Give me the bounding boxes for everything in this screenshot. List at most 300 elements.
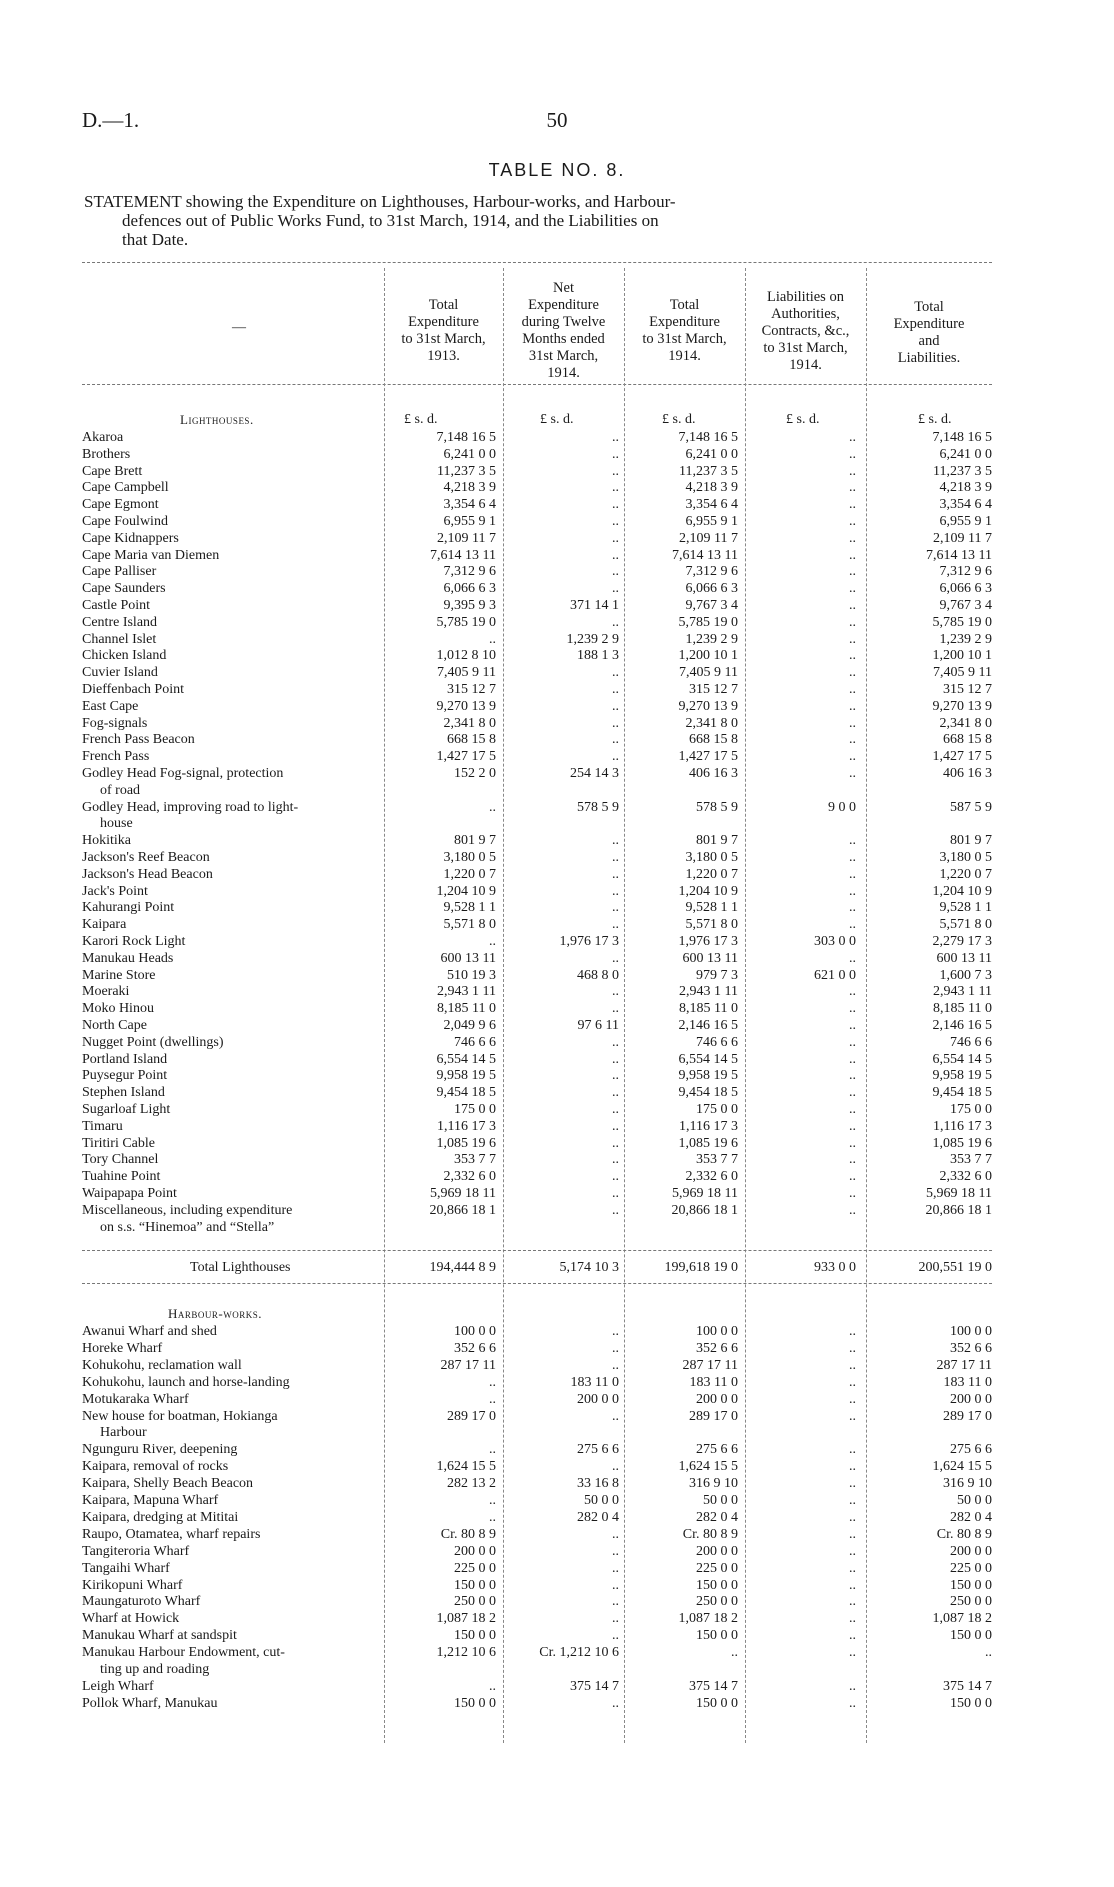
cell-col-4: .. (849, 446, 856, 462)
cell-col-4: .. (849, 1628, 856, 1644)
row-label: Brothers (82, 446, 131, 462)
cell-col-2: 188 1 3 (577, 648, 619, 664)
total-bottom-rule (82, 1283, 992, 1284)
cell-col-5: 200 0 0 (950, 1543, 992, 1559)
cell-col-3: 282 0 4 (696, 1509, 738, 1525)
cell-col-4: .. (849, 1645, 856, 1661)
cell-col-1: 7,614 13 11 (430, 547, 496, 563)
cell-col-1: 3,180 0 5 (443, 850, 496, 865)
cell-col-2: .. (612, 581, 619, 597)
cell-col-1: 353 7 7 (454, 1152, 496, 1168)
row-label: Cape Palliser (82, 564, 157, 580)
cell-col-4: .. (849, 1118, 856, 1134)
table-row (0, 1696, 1114, 1713)
cell-col-5: 250 0 0 (950, 1594, 992, 1610)
row-label: Kahurangi Point (82, 900, 175, 916)
table-row (0, 531, 1114, 548)
cell-col-2: 33 16 8 (577, 1476, 619, 1492)
cell-col-1: 200 0 0 (454, 1543, 496, 1559)
table-row (0, 1442, 1114, 1459)
cell-col-4: .. (849, 1169, 856, 1185)
row-label: Marine Store (82, 967, 156, 983)
row-label: Karori Rock Light (82, 934, 186, 949)
row-label: Leigh Wharf (82, 1678, 154, 1694)
row-label: Tuahine Point (82, 1169, 161, 1185)
cell-col-1: 175 0 0 (454, 1102, 496, 1117)
cell-col-4: .. (849, 749, 856, 765)
cell-col-3: 1,200 10 1 (678, 648, 738, 664)
cell-col-2: .. (612, 917, 619, 933)
cell-col-5: 289 17 0 (943, 1408, 992, 1424)
row-label: Manukau Harbour Endowment, cut- (82, 1645, 285, 1661)
table-row (0, 564, 1114, 581)
table-row (0, 1425, 1114, 1442)
row-label: Akaroa (82, 430, 124, 445)
cell-col-2: .. (612, 1628, 619, 1644)
cell-col-5: 150 0 0 (950, 1628, 992, 1644)
cell-col-4: .. (849, 564, 856, 580)
cell-col-2: 375 14 7 (570, 1678, 619, 1694)
cell-col-2: 578 5 9 (577, 799, 619, 815)
cell-col-1: 8,185 11 0 (437, 1001, 496, 1017)
table-row (0, 1392, 1114, 1409)
cell-col-3: 275 6 6 (696, 1442, 738, 1458)
unit-label-2: £ s. d. (540, 412, 574, 427)
cell-col-3: 5,785 19 0 (678, 614, 738, 630)
cell-col-3: 600 13 11 (682, 950, 738, 966)
table-row (0, 1679, 1114, 1696)
cell-col-2: .. (612, 850, 619, 865)
cell-col-4: .. (849, 598, 856, 613)
cell-col-3: 406 16 3 (689, 766, 738, 781)
row-label: Cape Maria van Diemen (82, 547, 220, 563)
cell-col-3: 353 7 7 (696, 1152, 738, 1168)
cell-col-1: 9,454 18 5 (436, 1085, 496, 1101)
cell-col-5: 183 11 0 (943, 1374, 992, 1390)
cell-col-1: 1,427 17 5 (436, 749, 496, 765)
cell-col-5: 150 0 0 (950, 1577, 992, 1593)
table-row (0, 548, 1114, 565)
cell-col-3: .. (731, 1645, 738, 1661)
cell-col-3: 7,614 13 11 (672, 547, 738, 563)
cell-col-4: .. (849, 1186, 856, 1201)
cell-col-2: 468 8 0 (577, 967, 619, 983)
cell-col-4: .. (849, 530, 856, 546)
table-row (0, 1358, 1114, 1375)
document-code: D.—1. (82, 108, 140, 132)
row-label: Motukaraka Wharf (82, 1391, 189, 1407)
row-label: Jackson's Reef Beacon (82, 850, 210, 865)
cell-col-4: .. (849, 850, 856, 865)
table-row (0, 648, 1114, 665)
cell-col-3: 7,405 9 11 (679, 665, 738, 681)
cell-col-3: 801 9 7 (696, 833, 738, 849)
cell-col-3: 352 6 6 (696, 1340, 738, 1356)
cell-col-1: 225 0 0 (454, 1560, 496, 1576)
cell-col-1: 6,241 0 0 (443, 446, 496, 462)
row-label: Nugget Point (dwellings) (82, 1034, 224, 1050)
table-row (0, 800, 1114, 817)
cell-col-4: .. (849, 497, 856, 513)
row-label: Cape Kidnappers (82, 530, 179, 546)
cell-col-3: 9,958 19 5 (678, 1068, 738, 1084)
row-label: North Cape (82, 1018, 147, 1033)
cell-col-1: 5,785 19 0 (436, 614, 496, 630)
table-row (0, 732, 1114, 749)
table-row (0, 464, 1114, 481)
row-label: Waipapapa Point (82, 1186, 177, 1201)
cell-col-3: 9,767 3 4 (685, 598, 738, 613)
row-label: Cape Brett (82, 463, 143, 479)
row-label: Manukau Heads (82, 950, 174, 966)
cell-col-3: 6,554 14 5 (678, 1051, 738, 1067)
row-label: Raupo, Otamatea, wharf repairs (82, 1526, 261, 1542)
cell-col-4: .. (849, 631, 856, 647)
cell-col-3: 100 0 0 (696, 1324, 738, 1339)
cell-col-1: .. (489, 1391, 496, 1407)
cell-col-5: 2,279 17 3 (932, 934, 992, 949)
cell-col-5: 1,600 7 3 (939, 967, 992, 983)
cell-col-4: .. (849, 866, 856, 882)
cell-col-3: 6,241 0 0 (685, 446, 738, 462)
table-row (0, 766, 1114, 783)
cell-col-1: 1,012 8 10 (436, 648, 496, 664)
table-row (0, 749, 1114, 766)
row-label: Tiritiri Cable (82, 1135, 155, 1151)
row-label: Tangaihi Wharf (82, 1560, 170, 1576)
row-label: Horeke Wharf (82, 1340, 163, 1356)
cell-col-3: 375 14 7 (689, 1678, 738, 1694)
cell-col-3: 150 0 0 (696, 1695, 738, 1711)
cell-col-1: 5,571 8 0 (443, 917, 496, 933)
table-row (0, 682, 1114, 699)
cell-col-2: 97 6 11 (577, 1018, 619, 1033)
cell-col-1: 315 12 7 (447, 682, 496, 697)
table-row (0, 850, 1114, 867)
cell-col-3: 183 11 0 (689, 1374, 738, 1390)
cell-col-3: 1,624 15 5 (678, 1459, 738, 1475)
row-label: Godley Head, improving road to light- (82, 799, 299, 815)
cell-col-3: 6,066 6 3 (685, 581, 738, 597)
cell-col-5: .. (985, 1645, 992, 1661)
cell-col-2: .. (612, 514, 619, 529)
cell-col-1: 352 6 6 (454, 1340, 496, 1356)
row-label: Cuvier Island (82, 665, 158, 681)
cell-col-2: .. (612, 1169, 619, 1185)
table-row (0, 934, 1114, 951)
cell-col-4: .. (849, 1476, 856, 1492)
row-label: house (100, 816, 133, 832)
cell-col-2: .. (612, 1068, 619, 1084)
table-row (0, 1102, 1114, 1119)
table-row (0, 1085, 1114, 1102)
cell-col-4: .. (849, 1543, 856, 1559)
cell-col-3: 200 0 0 (696, 1543, 738, 1559)
row-label: Kaipara, Shelly Beach Beacon (82, 1476, 254, 1492)
cell-col-5: 1,624 15 5 (932, 1459, 992, 1475)
cell-col-1: 1,085 19 6 (436, 1135, 496, 1151)
cell-col-3: 9,528 1 1 (685, 900, 738, 916)
statement-line-2: defences out of Public Works Fund, to 31st March, 1914, and the Liabilities on (122, 211, 659, 230)
cell-col-3: 2,146 16 5 (678, 1018, 738, 1033)
section-heading-lighthouses: Lighthouses. (180, 412, 254, 427)
cell-col-3: 979 7 3 (696, 967, 738, 983)
total-top-rule (82, 1250, 992, 1251)
section-heading-harbour-works: Harbour-works. (168, 1306, 262, 1321)
column-header-1: Total Expenditure to 31st March, 1913. (401, 297, 486, 364)
cell-col-4: .. (849, 547, 856, 563)
table-row (0, 1645, 1114, 1662)
row-label: Chicken Island (82, 648, 167, 664)
header-top-rule (82, 262, 992, 263)
row-label: Channel Islet (82, 631, 157, 647)
cell-col-1: 6,554 14 5 (436, 1051, 496, 1067)
table-row (0, 430, 1114, 447)
table-row (0, 1068, 1114, 1085)
cell-col-1: 1,624 15 5 (436, 1459, 496, 1475)
cell-col-3: 6,955 9 1 (685, 514, 738, 529)
row-label: Wharf at Howick (82, 1611, 180, 1627)
total-cell-3: 199,618 19 0 (664, 1260, 738, 1275)
cell-col-5: 5,969 18 11 (926, 1186, 992, 1201)
cell-col-5: 6,241 0 0 (939, 446, 992, 462)
table-row (0, 1578, 1114, 1595)
cell-col-3: 1,239 2 9 (685, 631, 738, 647)
table-row (0, 1409, 1114, 1426)
table-row (0, 1186, 1114, 1203)
cell-col-2: .. (612, 1594, 619, 1610)
cell-col-3: 9,454 18 5 (678, 1085, 738, 1101)
cell-col-4: .. (849, 1391, 856, 1407)
cell-col-2: 1,239 2 9 (566, 631, 619, 647)
cell-col-5: 1,220 0 7 (939, 866, 992, 882)
cell-col-1: 152 2 0 (454, 766, 496, 781)
cell-col-5: 2,109 11 7 (933, 530, 992, 546)
cell-col-2: .. (612, 1152, 619, 1168)
cell-col-1: 287 17 11 (440, 1357, 496, 1373)
row-label: Sugarloaf Light (82, 1102, 171, 1117)
cell-col-3: 4,218 3 9 (685, 480, 738, 496)
cell-col-4: .. (849, 1577, 856, 1593)
cell-col-5: 587 5 9 (950, 799, 992, 815)
cell-col-4: .. (849, 1526, 856, 1542)
cell-col-2: .. (612, 749, 619, 765)
cell-col-5: 275 6 6 (950, 1442, 992, 1458)
table-row (0, 900, 1114, 917)
cell-col-4: .. (849, 1459, 856, 1475)
row-label: of road (100, 782, 141, 798)
cell-col-2: .. (612, 682, 619, 697)
cell-col-1: 1,116 17 3 (437, 1118, 496, 1134)
cell-col-4: .. (849, 1034, 856, 1050)
total-cell-2: 5,174 10 3 (559, 1260, 619, 1275)
cell-col-4: .. (849, 1202, 856, 1218)
unit-label-5: £ s. d. (918, 412, 952, 427)
cell-col-2: .. (612, 1526, 619, 1542)
cell-col-3: 1,976 17 3 (678, 934, 738, 949)
cell-col-2: .. (612, 614, 619, 630)
row-label: Maungaturoto Wharf (82, 1594, 201, 1610)
row-label: Kaipara, removal of rocks (82, 1459, 229, 1475)
cell-col-4: .. (849, 1678, 856, 1694)
cell-col-5: 746 6 6 (950, 1034, 992, 1050)
table-row (0, 1493, 1114, 1510)
row-label: Puysegur Point (82, 1068, 168, 1084)
cell-col-2: .. (612, 883, 619, 899)
table-row (0, 598, 1114, 615)
row-label: East Cape (82, 698, 139, 714)
cell-col-1: .. (489, 934, 496, 949)
table-row (0, 1510, 1114, 1527)
cell-col-4: .. (849, 1695, 856, 1711)
cell-col-1: 150 0 0 (454, 1695, 496, 1711)
table-row (0, 1136, 1114, 1153)
cell-col-5: 3,180 0 5 (939, 850, 992, 865)
cell-col-4: .. (849, 682, 856, 697)
row-label: Timaru (82, 1118, 123, 1134)
cell-col-1: .. (489, 1678, 496, 1694)
row-label: Castle Point (82, 598, 151, 613)
cell-col-1: 9,395 9 3 (443, 598, 496, 613)
unit-label-3: £ s. d. (662, 412, 696, 427)
cell-col-3: 5,969 18 11 (672, 1186, 738, 1201)
cell-col-3: 150 0 0 (696, 1628, 738, 1644)
cell-col-3: 287 17 11 (682, 1357, 738, 1373)
cell-col-4: .. (849, 581, 856, 597)
cell-col-5: 50 0 0 (957, 1493, 992, 1508)
table-row (0, 1119, 1114, 1136)
cell-col-4: .. (849, 900, 856, 916)
cell-col-5: 5,785 19 0 (932, 614, 992, 630)
cell-col-2: 200 0 0 (577, 1391, 619, 1407)
cell-col-3: 5,571 8 0 (685, 917, 738, 933)
cell-col-2: .. (612, 1324, 619, 1339)
cell-col-5: 2,943 1 11 (933, 984, 992, 1000)
cell-col-5: 282 0 4 (950, 1509, 992, 1525)
cell-col-2: .. (612, 547, 619, 563)
table-row (0, 632, 1114, 649)
table-row (0, 1001, 1114, 1018)
total-label: Total Lighthouses (190, 1260, 291, 1275)
cell-col-3: 2,341 8 0 (685, 715, 738, 731)
cell-col-2: .. (612, 446, 619, 462)
cell-col-1: 3,354 6 4 (443, 497, 496, 513)
cell-col-2: .. (612, 1202, 619, 1218)
cell-col-4: .. (849, 614, 856, 630)
table-row (0, 1611, 1114, 1628)
cell-col-1: 510 19 3 (447, 967, 496, 983)
cell-col-2: .. (612, 732, 619, 748)
unit-label-1: £ s. d. (404, 412, 438, 427)
cell-col-4: .. (849, 950, 856, 966)
cell-col-4: .. (849, 1068, 856, 1084)
cell-col-4: .. (849, 1001, 856, 1017)
column-header-5: Total Expenditure and Liabilities. (893, 299, 965, 366)
cell-col-2: .. (612, 1001, 619, 1017)
cell-col-2: 183 11 0 (570, 1374, 619, 1390)
cell-col-4: .. (849, 430, 856, 445)
cell-col-2: .. (612, 1459, 619, 1475)
cell-col-4: .. (849, 1324, 856, 1339)
table-row (0, 833, 1114, 850)
table-row (0, 1561, 1114, 1578)
table-row (0, 615, 1114, 632)
table-row (0, 1152, 1114, 1169)
label-column-header: — (232, 320, 246, 335)
row-label: Portland Island (82, 1051, 168, 1067)
cell-col-1: 668 15 8 (447, 732, 496, 748)
table-row (0, 867, 1114, 884)
cell-col-2: .. (612, 665, 619, 681)
row-label: French Pass Beacon (82, 732, 195, 748)
cell-col-5: 100 0 0 (950, 1324, 992, 1339)
cell-col-5: 6,066 6 3 (939, 581, 992, 597)
cell-col-1: 250 0 0 (454, 1594, 496, 1610)
cell-col-3: Cr. 80 8 9 (682, 1526, 738, 1542)
cell-col-4: .. (849, 463, 856, 479)
cell-col-5: 9,528 1 1 (939, 900, 992, 916)
table-row (0, 1544, 1114, 1561)
cell-col-5: 2,146 16 5 (932, 1018, 992, 1033)
table-row (0, 1594, 1114, 1611)
cell-col-3: 1,085 19 6 (678, 1135, 738, 1151)
cell-col-3: 7,312 9 6 (685, 564, 738, 580)
cell-col-5: 3,354 6 4 (939, 497, 992, 513)
cell-col-4: .. (849, 1611, 856, 1627)
column-header-3: Total Expenditure to 31st March, 1914. (642, 297, 727, 364)
cell-col-4: .. (849, 665, 856, 681)
cell-col-2: .. (612, 1357, 619, 1373)
table-row (0, 1341, 1114, 1358)
cell-col-5: 9,767 3 4 (939, 598, 992, 613)
cell-col-3: 668 15 8 (689, 732, 738, 748)
cell-col-5: 11,237 3 5 (933, 463, 992, 479)
cell-col-1: 6,955 9 1 (443, 514, 496, 529)
cell-col-4: .. (849, 514, 856, 529)
cell-col-1: 9,270 13 9 (436, 698, 496, 714)
cell-col-1: .. (489, 1442, 496, 1458)
cell-col-1: .. (489, 1374, 496, 1390)
cell-col-3: 316 9 10 (689, 1476, 738, 1492)
cell-col-2: .. (612, 564, 619, 580)
table-row (0, 1628, 1114, 1645)
cell-col-5: 1,085 19 6 (932, 1135, 992, 1151)
cell-col-5: 5,571 8 0 (939, 917, 992, 933)
cell-col-5: 353 7 7 (950, 1152, 992, 1168)
cell-col-5: 20,866 18 1 (925, 1202, 992, 1218)
cell-col-1: 6,066 6 3 (443, 581, 496, 597)
table-title: TABLE NO. 8. (488, 160, 626, 180)
cell-col-4: .. (849, 698, 856, 714)
table-row (0, 1220, 1114, 1237)
cell-col-2: .. (612, 1034, 619, 1050)
cell-col-5: 7,312 9 6 (939, 564, 992, 580)
cell-col-2: .. (612, 1102, 619, 1117)
cell-col-1: 746 6 6 (454, 1034, 496, 1050)
cell-col-4: .. (849, 1594, 856, 1610)
cell-col-2: .. (612, 715, 619, 731)
row-label: New house for boatman, Hokianga (82, 1408, 278, 1424)
table-row (0, 480, 1114, 497)
cell-col-1: 282 13 2 (447, 1476, 496, 1492)
row-label: Fog-signals (82, 715, 148, 731)
cell-col-3: 250 0 0 (696, 1594, 738, 1610)
table-row (0, 917, 1114, 934)
row-label: ting up and roading (100, 1662, 210, 1677)
cell-col-2: .. (612, 1560, 619, 1576)
cell-col-5: 7,148 16 5 (932, 430, 992, 445)
row-label: Kohukohu, reclamation wall (82, 1357, 242, 1373)
